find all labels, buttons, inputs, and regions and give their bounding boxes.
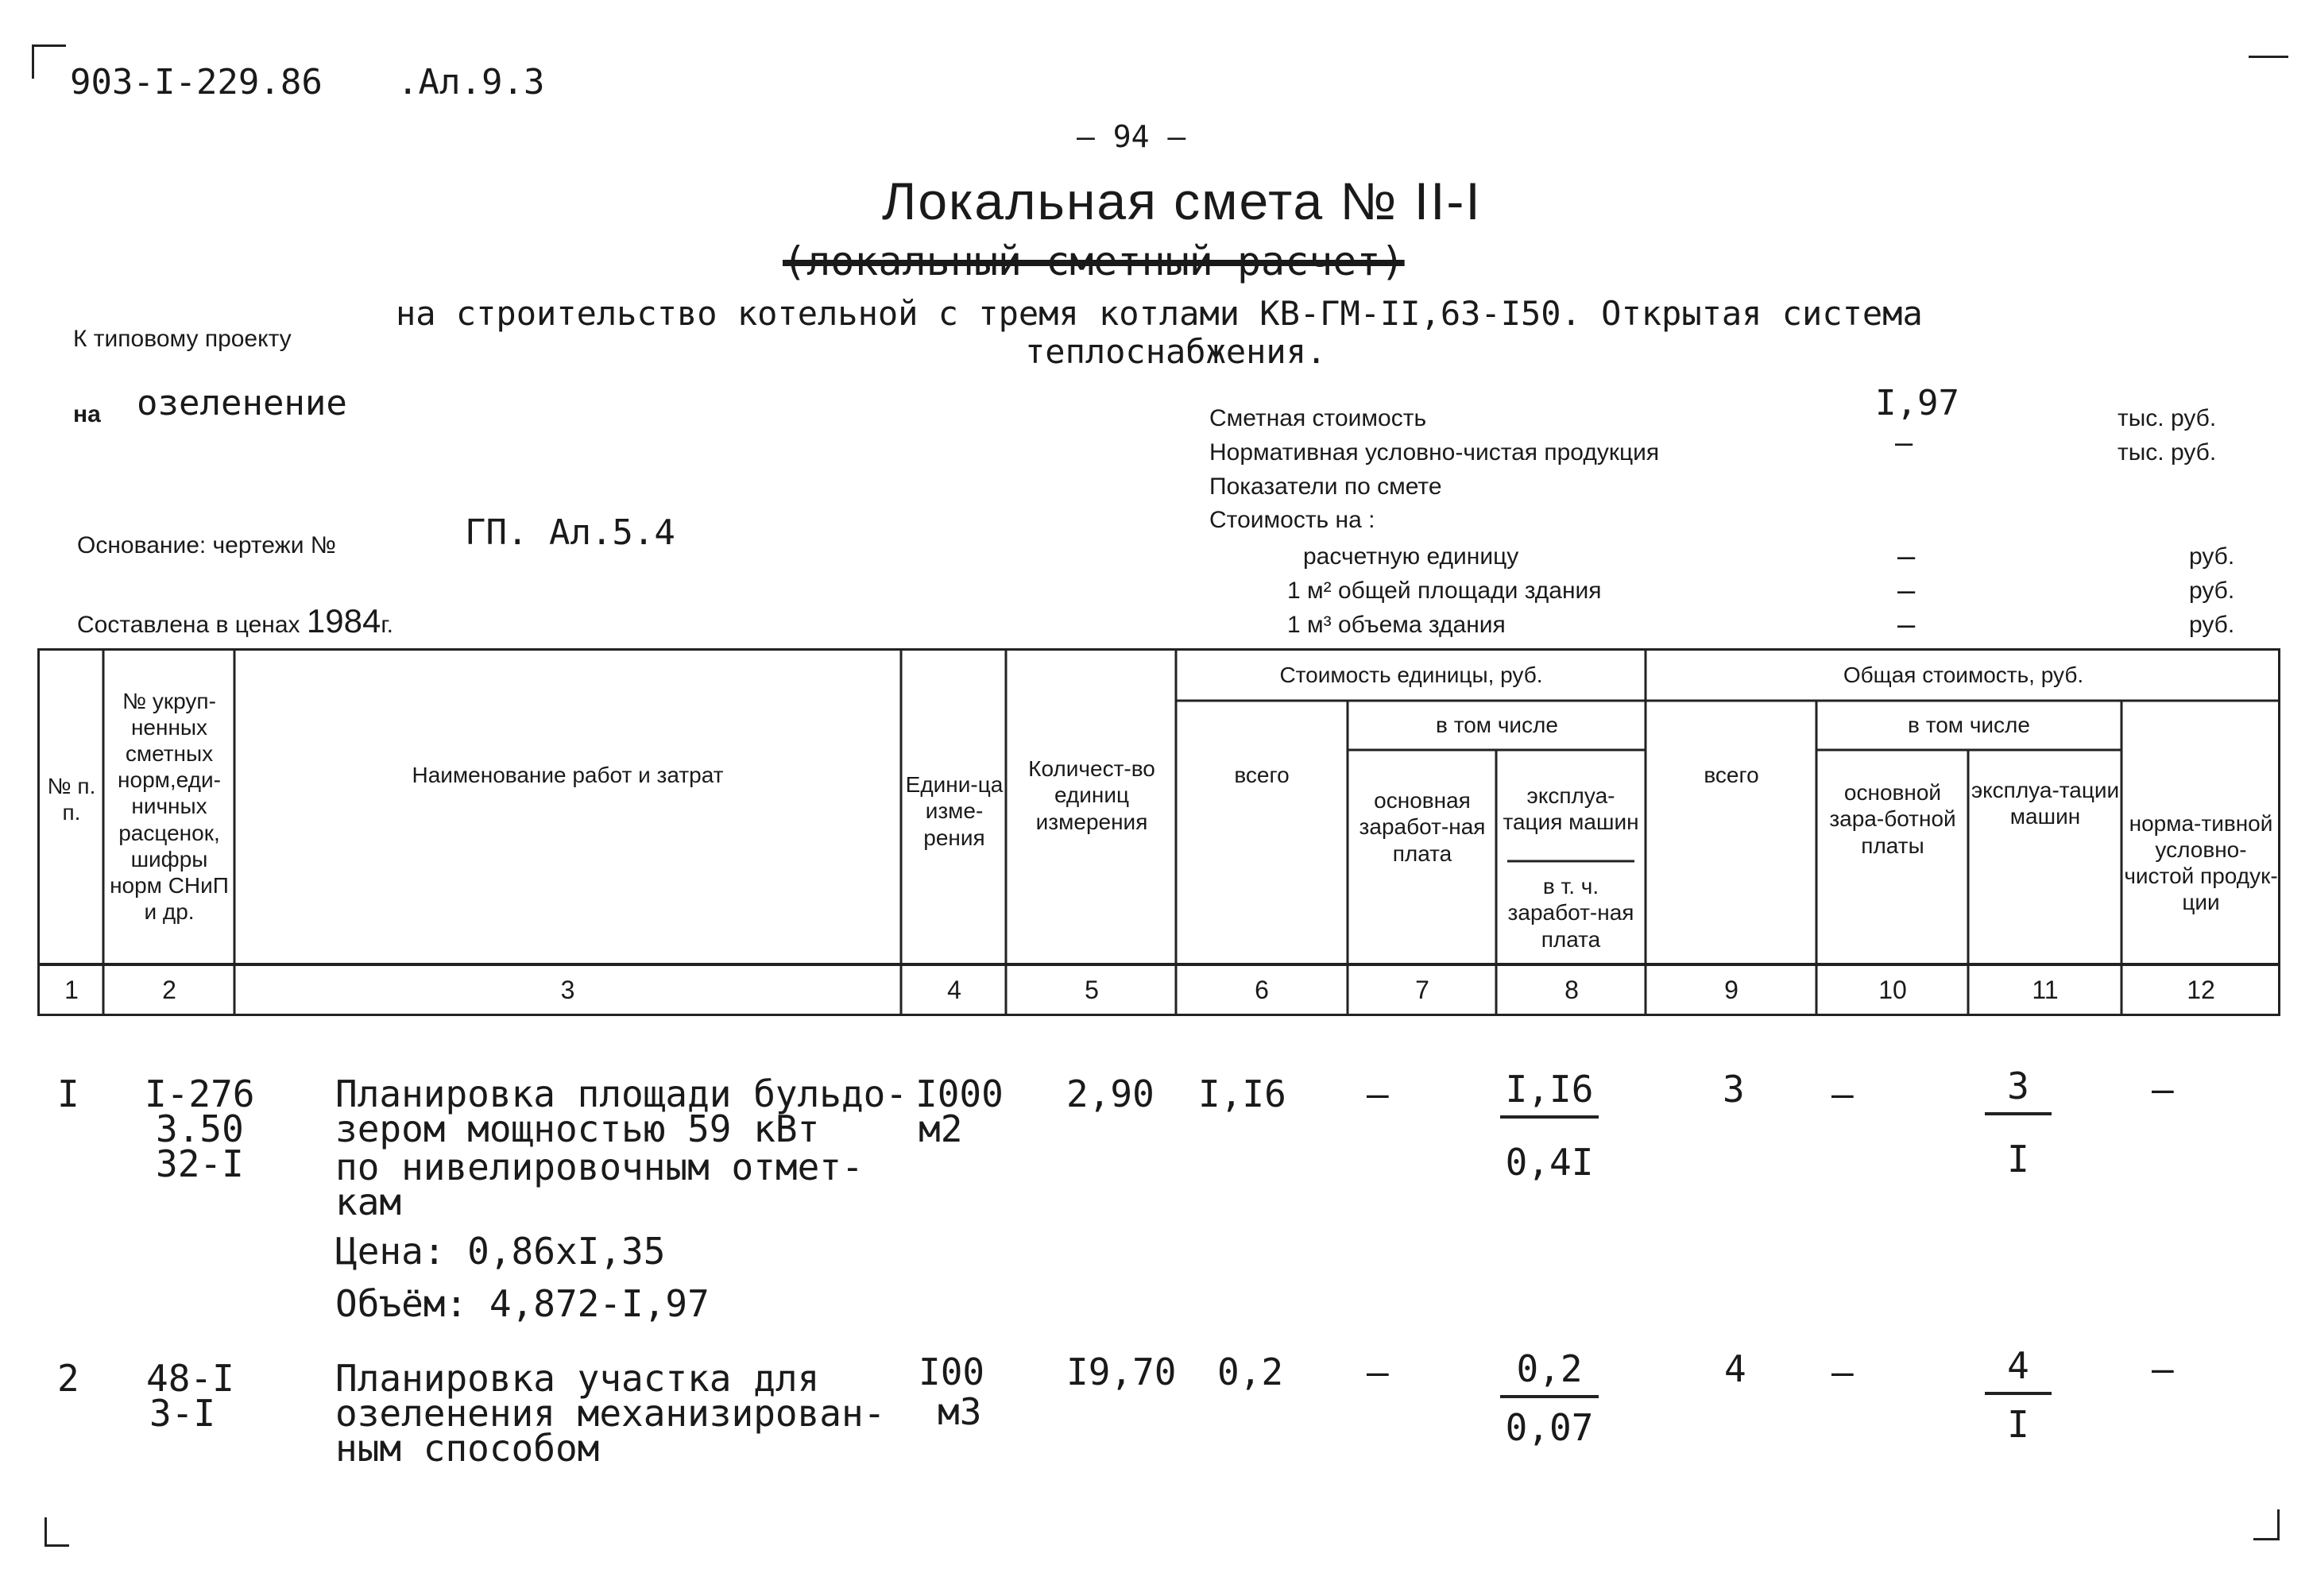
unit1-unit: руб. [2189,543,2235,570]
row-2-norm-line-2: 3-I [149,1392,216,1435]
row-2-unit-machine [1494,1347,1605,1449]
indicators-label: Показатели по смете [1209,473,1442,500]
row-2-no: 2 [57,1357,79,1400]
row-1-norm-line-3: 32-I [156,1142,244,1185]
row-1-unit-machine [1494,1068,1605,1184]
header-no: № п. п. [47,773,96,825]
row-1-norm-production: – [2152,1068,2174,1111]
corner-mark-bottom-right [2253,1509,2280,1540]
fraction-line [1985,1392,2052,1395]
row-2-total: 4 [1724,1347,1746,1390]
cost-label: Сметная стоимость [1209,405,1427,431]
header-quantity: Количест-во единиц измерения [1028,756,1155,834]
unit2-unit: руб. [2189,578,2235,604]
basis-label: Основание: чертежи № [77,532,336,558]
row-2-total-machine-wage-value: I [2007,1403,2029,1446]
on-value: озеленение [137,383,347,423]
row-2-norm-production: – [2152,1347,2174,1390]
row-1-unit-line-2: м2 [919,1107,963,1150]
header-work-name: Наименование работ и затрат [412,763,724,788]
row-1-total-machine [1978,1065,2058,1181]
header-unit-all: всего [1234,763,1290,788]
row-1-price: Цена: 0,86xI,35 [335,1230,666,1273]
row-1-norm-line-1: I-276 [145,1072,255,1115]
unit2-value: – [1897,573,1916,608]
project-line-1: на строительство котельной с тремя котлами КВ-ГМ-II,63-I50. Открытая система [396,294,1923,333]
header-unit-cost: Стоимость единицы, руб. [1279,663,1543,688]
row-1-no: I [57,1072,79,1115]
header-unit-wage: основная заработ-ная плата [1359,788,1486,866]
row-1-total-machine-value: 3 [2007,1065,2029,1107]
row-2-quantity: I9,70 [1066,1351,1177,1393]
col-number: 4 [947,976,961,1005]
row-2-total-machine-value: 4 [2007,1344,2029,1387]
row-2-unit-all: 0,2 [1217,1351,1284,1393]
on-label: на [73,401,101,427]
row-1-name-line-1: Планировка площади бульдо- [335,1072,908,1115]
col-number: 1 [64,976,79,1005]
basis-value: ГП. Ал.5.4 [465,512,675,553]
cost-unit: тыс. руб. [2118,405,2217,431]
project-line-2: теплоснабжения. [1025,332,1327,371]
norm-value: – [1895,425,1913,460]
col-number: 5 [1085,976,1099,1005]
col-number: 2 [162,976,176,1005]
project-prefix: К типовому проекту [73,326,292,352]
col-number: 12 [2187,976,2215,1005]
row-1-name-line-4: кам [335,1181,402,1223]
row-1-volume: Объём: 4,872-I,97 [335,1282,710,1325]
row-1-name-line-2: зером мощностью 59 кВт [335,1107,820,1150]
page-number: — 94 — [1077,119,1186,154]
row-2-total-wage: – [1831,1351,1854,1393]
header-unit-machine-wage: в т. ч. заработ-ная плата [1507,874,1634,952]
norm-label: Нормативная условно-чистая продукция [1209,439,1660,466]
row-1-unit-line-1: I000 [915,1072,1004,1115]
cost-per-label: Стоимость на : [1209,507,1375,533]
prices-label: Составлена в ценах 1984г. [77,602,393,640]
row-1-total-machine-wage-value: I [2007,1138,2029,1181]
estimate-title: Локальная смета № II-I [882,172,1482,230]
row-1-machine-value: I,I6 [1505,1068,1594,1111]
header-total-incl: в том числе [1908,713,2030,738]
header-unit: Едини-ца изме-рения [905,772,1004,850]
row-1-norm-line-2: 3.50 [156,1107,244,1150]
unit1-label: расчетную единицу [1303,543,1519,570]
unit1-value: – [1897,539,1916,574]
fraction-line [1985,1112,2052,1115]
header-norm-code: № укруп-ненных сметных норм,еди-ничных расценок, шифры норм СНиП и др. [110,689,229,924]
col-number: 10 [1878,976,1907,1005]
unit2-label: 1 м² общей площади здания [1287,578,1602,604]
unit3-unit: руб. [2189,612,2235,638]
row-1-name-line-3: по нивелировочным отмет- [335,1146,864,1188]
row-2-name-line-1: Планировка участка для [335,1357,820,1400]
col-number: 7 [1415,976,1429,1005]
struck-subtitle: (локальный сметный расчет) [783,238,1405,284]
row-2-unit-line-1: I00 [919,1351,985,1393]
row-1-unit-wage: – [1367,1072,1389,1115]
cost-value: I,97 [1875,383,1959,423]
row-1-unit-all: I,I6 [1198,1072,1286,1115]
header-total-cost: Общая стоимость, руб. [1843,663,2084,688]
col-number: 9 [1724,976,1739,1005]
estimate-table-header [37,648,2280,1016]
row-2-unit-line-2: м3 [938,1390,982,1433]
col-number: 11 [2032,976,2059,1005]
row-2-norm-line-1: 48-I [146,1357,234,1400]
row-2-machine-value: 0,2 [1516,1347,1583,1390]
unit3-label: 1 м³ объема здания [1287,612,1506,638]
corner-mark-bottom-left [44,1517,69,1547]
fraction-line [1500,1115,1599,1119]
col-number: 8 [1564,976,1579,1005]
header-total-wage: основной зара-ботной платы [1829,780,1956,858]
fraction-line [1500,1395,1599,1398]
row-1-machine-wage-value: 0,4I [1505,1141,1594,1184]
corner-mark-top-left [32,44,66,79]
norm-unit: тыс. руб. [2118,439,2217,466]
row-2-name-line-2: озеленения механизирован- [335,1392,886,1435]
row-2-machine-wage-value: 0,07 [1505,1406,1594,1449]
row-2-name-line-3: ным способом [335,1427,600,1470]
row-1-quantity: 2,90 [1066,1072,1154,1115]
header-norm-production: норма-тивной условно-чистой продук-ции [2124,810,2278,915]
header-total-all: всего [1704,763,1759,788]
row-1-total: 3 [1723,1068,1745,1111]
unit3-value: – [1897,607,1916,642]
document-code: 903-I-229.86 [70,62,323,102]
row-2-unit-wage: – [1367,1351,1389,1393]
album-number: .Ал.9.3 [397,62,545,102]
row-2-total-machine [1978,1344,2058,1446]
corner-mark-top-right [2249,56,2288,58]
header-unit-machine: эксплуа-тация машин [1503,783,1639,834]
header-total-machine: эксплуа-тации машин [1971,777,2120,829]
header-unit-incl: в том числе [1436,713,1558,738]
row-1-total-wage: – [1831,1072,1854,1115]
col-number: 6 [1255,976,1269,1005]
col-number: 3 [560,976,575,1005]
